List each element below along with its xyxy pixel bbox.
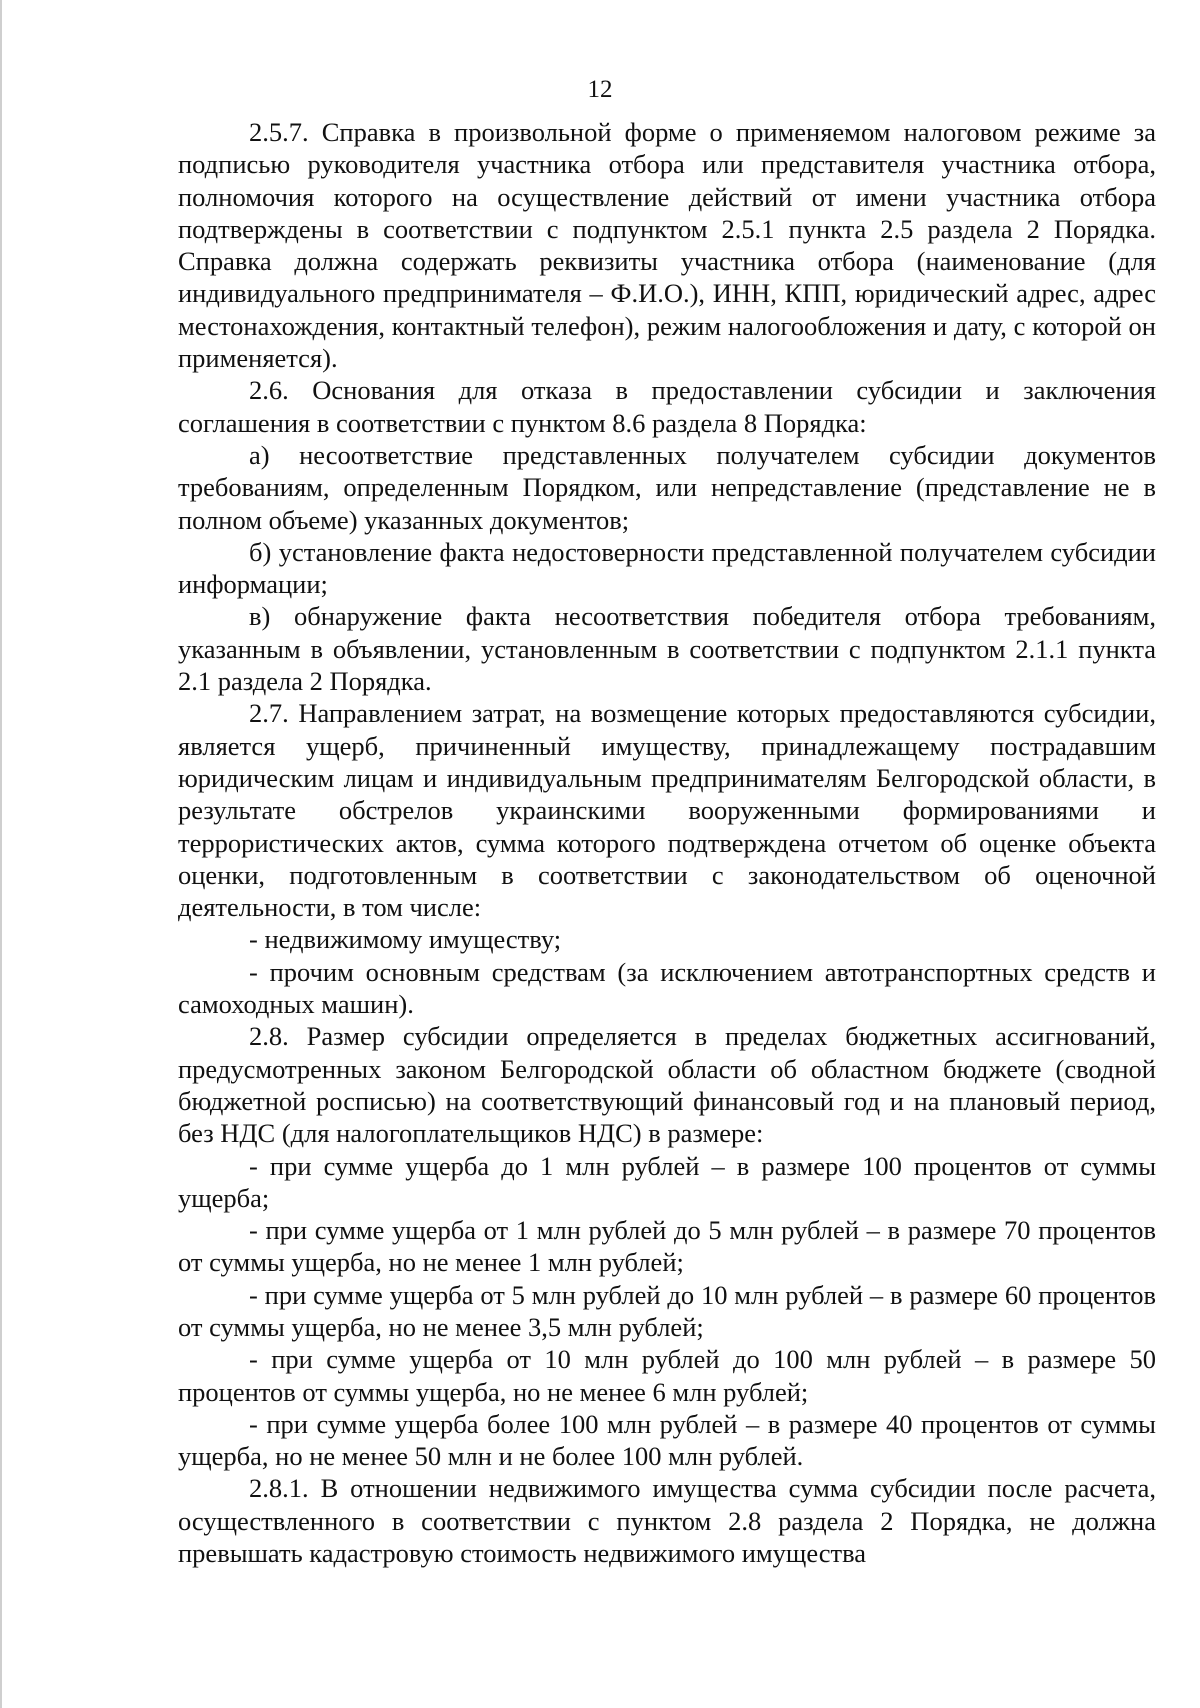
paragraph-2-6: 2.6. Основания для отказа в предоставлении субсидии и заключения соглашения в соответствии с пунктом 8.6 раздела 8 Порядка: — [178, 375, 1156, 438]
scan-edge-line — [0, 0, 2, 1708]
list-item-b: б) установление факта недостоверности представленной получателем субсидии информации; — [178, 536, 1156, 600]
list-item-real-estate: - недвижимому имуществу; — [249, 924, 562, 955]
page-number: 12 — [587, 76, 613, 103]
document-body — [178, 116, 1156, 1569]
list-item-other-assets: - прочим основным средствам (за исключением автотранспортных средств и самоходных машин). — [178, 956, 1156, 1020]
list-item-damage-1m-5m: - при сумме ущерба от 1 млн рублей до 5 млн рублей – в размере 70 процентов от суммы ущерба, но не менее 1 млн рублей; — [178, 1215, 1156, 1278]
paragraph-2-8-1: 2.8.1. В отношении недвижимого имущества сумма субсидии после расчета, осуществленного в соответствии с пунктом 2.8 раздела 2 Порядка, не должна превышать кадастровую стоимость недвижимого имущества — [178, 1473, 1156, 1569]
paragraph-2-8: 2.8. Размер субсидии определяется в пределах бюджетных ассигнований, предусмотренных законом Белгородской области об областном бюджете (сводной бюджетной росписью) на соответствующий финансовый год и на плановый период, без НДС (для налогоплательщиков НДС) в размере: — [178, 1021, 1156, 1149]
list-item-damage-5m-10m: - при сумме ущерба от 5 млн рублей до 10 млн рублей – в размере 60 процентов от суммы ущерба, но не менее 3,5 млн рублей; — [178, 1279, 1156, 1342]
list-item-damage-up-to-1m: - при сумме ущерба до 1 млн рублей – в размере 100 процентов от суммы ущерба; — [178, 1150, 1156, 1213]
list-item-damage-over-100m: - при сумме ущерба более 100 млн рублей – в размере 40 процентов от суммы ущерба, но не менее 50 млн и не более 100 млн рублей. — [178, 1408, 1156, 1472]
list-item-a: а) несоответствие представленных получателем субсидии документов требованиям, определенным Порядком, или непредставление (представление не в полном объеме) указанных документов; — [178, 439, 1156, 535]
paragraph-2-5-7: 2.5.7. Справка в произвольной форме о применяемом налоговом режиме за подписью руководителя участника отбора или представителя участника отбора, полномочия которого на осуществление действий от имени участника отбора подтверждены в соответствии с подпунктом 2.5.1 пункта 2.5 раздела 2 Порядка. Справка должна содержать реквизиты участника отбора (наименование (для индивидуального предпринимателя – Ф.И.О.), ИНН, КПП, юридический адрес, адрес местонахождения, контактный телефон), режим налогообложения и дату, с которой он применяется). — [178, 117, 1156, 374]
list-item-damage-10m-100m: - при сумме ущерба от 10 млн рублей до 100 млн рублей – в размере 50 процентов от суммы ущерба, но не менее 6 млн рублей; — [178, 1344, 1156, 1407]
list-item-v: в) обнаружение факта несоответствия победителя отбора требованиям, указанным в объявлении, установленным в соответствии с подпунктом 2.1.1 пункта 2.1 раздела 2 Порядка. — [178, 601, 1156, 697]
paragraph-2-7: 2.7. Направлением затрат, на возмещение которых предоставляются субсидии, является ущерб, причиненный имуществу, принадлежащему пострадавшим юридическим лицам и индивидуальным предпринимателям Белгородской области, в результате обстрелов украинскими вооруженными формированиями и террористических актов, сумма которого подтверждена отчетом об оценке объекта оценки, подготовленным в соответствии с законодательством об оценочной деятельности, в том числе: — [178, 698, 1156, 923]
